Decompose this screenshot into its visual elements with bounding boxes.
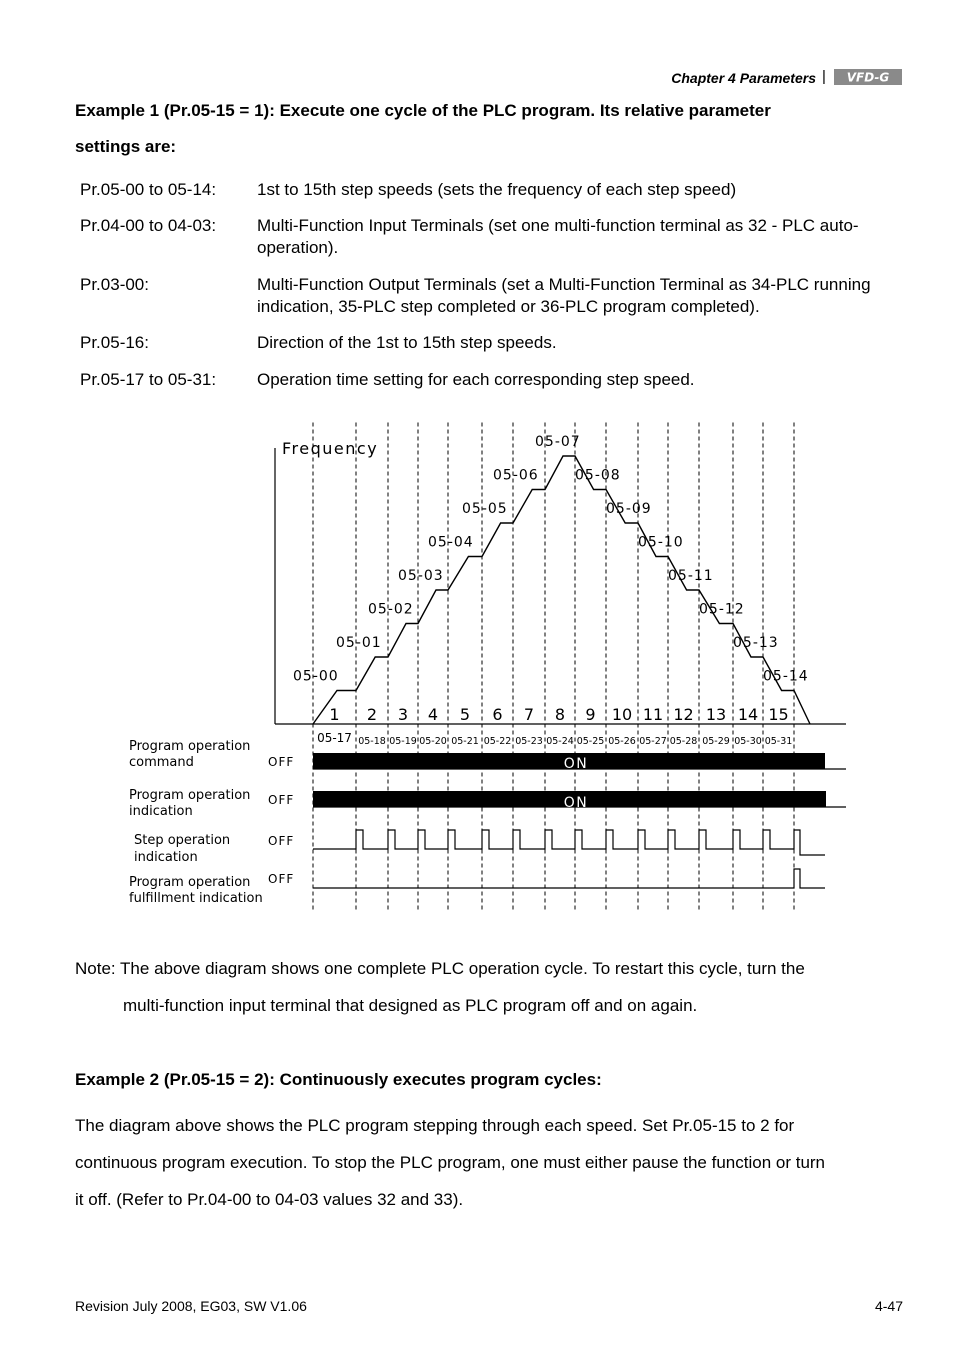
time-param-label: 05-30: [734, 736, 762, 747]
off-label: OFF: [268, 834, 295, 848]
step-number-label: 15: [768, 705, 789, 724]
note-line1: Note: The above diagram shows one complete PLC operation cycle. To restart this cycle, turn the: [75, 959, 805, 978]
signal-label: Program operation: [129, 788, 251, 803]
signal-label: Program operation: [129, 739, 251, 754]
step-speed-param-label: 05-04: [428, 534, 474, 551]
step-speed-param-label: 05-00: [293, 668, 339, 685]
param-label: Pr.03-00:: [80, 275, 149, 294]
example1-title-line2: settings are:: [75, 137, 177, 156]
time-param-label: 05-28: [669, 736, 698, 747]
on-label: ON: [563, 795, 589, 811]
step-speed-param-label: 05-07: [535, 434, 581, 450]
step-number-label: 1: [329, 705, 340, 724]
time-param-label: 05-17: [317, 731, 352, 745]
param-label: Pr.05-16:: [80, 333, 149, 352]
note-line2: multi-function input terminal that designed as PLC program off and on again.: [123, 996, 698, 1015]
step-speed-param-label: 05-03: [398, 568, 444, 584]
param-desc: 1st to 15th step speeds (sets the frequency of each step speed): [257, 180, 737, 199]
signal-label: Program operation: [129, 875, 251, 890]
param-label: Pr.05-00 to 05-14:: [80, 180, 217, 199]
plc-timing-diagram: [0, 420, 954, 920]
step-speed-param-label: 05-08: [575, 467, 621, 484]
param-label: Pr.05-17 to 05-31:: [80, 370, 217, 389]
step-speed-param-label: 05-02: [368, 601, 414, 618]
time-param-label: 05-26: [608, 736, 636, 747]
step-number-label: 6: [492, 705, 503, 724]
time-param-label: 05-23: [515, 736, 543, 747]
time-param-label: 05-21: [451, 736, 479, 747]
signal-label: command: [129, 755, 194, 770]
footer-page-number: 4-47: [874, 1298, 903, 1314]
time-param-label: 05-29: [702, 736, 730, 747]
signal-label: fulfillment indication: [129, 891, 263, 906]
header-separator: |: [822, 68, 826, 85]
param-desc: Operation time setting for each corresponding step speed.: [257, 370, 695, 389]
example2-line1: The diagram above shows the PLC program stepping through each speed. Set Pr.05-15 to 2 for: [75, 1116, 795, 1135]
step-number-label: 4: [427, 705, 439, 724]
step-speed-param-label: 05-05: [462, 501, 508, 517]
on-label: ON: [563, 756, 589, 772]
step-number-label: 2: [366, 705, 378, 724]
step-speed-param-label: 05-10: [638, 534, 684, 551]
step-number-label: 5: [459, 705, 471, 724]
param-desc: Multi-Function Input Terminals (set one multi-function terminal as 32 - PLC auto-operation).: [257, 216, 859, 257]
step-number-label: 10: [611, 705, 633, 724]
off-label: OFF: [268, 872, 295, 886]
time-param-label: 05-19: [389, 736, 417, 747]
off-label: OFF: [268, 793, 295, 807]
time-param-label: 05-22: [483, 736, 512, 747]
time-param-label: 05-24: [546, 736, 574, 747]
step-operation-indication-signal: [313, 830, 825, 855]
fulfillment-indication-signal: [313, 869, 825, 888]
frequency-axis-label: Frequency: [282, 439, 379, 458]
param-desc: Multi-Function Output Terminals (set a Multi-Function Terminal as 34-PLC running indication, 35-PLC step completed or 36-PLC program completed).: [257, 275, 871, 316]
step-number-label: 12: [673, 705, 694, 724]
step-speed-param-label: 05-13: [733, 635, 779, 651]
step-number-label: 8: [554, 705, 566, 724]
example2-line3: it off. (Refer to Pr.04-00 to 04-03 values 32 and 33).: [75, 1190, 464, 1209]
step-number-label: 13: [705, 705, 727, 724]
step-number-label: 9: [585, 705, 596, 724]
step-speed-param-label: 05-06: [493, 467, 539, 484]
vfd-g-logo: [834, 69, 902, 85]
example1-title-line1: Example 1 (Pr.05-15 = 1): Execute one cycle of the PLC program. Its relative parameter: [75, 101, 771, 120]
step-number-label: 7: [523, 705, 535, 724]
param-label: Pr.04-00 to 04-03:: [80, 216, 217, 235]
off-label: OFF: [268, 755, 295, 769]
param-desc: Direction of the 1st to 15th step speeds.: [257, 333, 557, 352]
step-number-label: 11: [642, 705, 664, 724]
step-speed-param-label: 05-14: [763, 668, 809, 685]
step-speed-param-label: 05-12: [699, 601, 745, 618]
logo-text: VFD-G: [846, 70, 890, 85]
chapter-header: Chapter 4 Parameters: [671, 70, 816, 86]
time-param-label: 05-25: [576, 736, 605, 747]
example2-line2: continuous program execution. To stop the PLC program, one must either pause the function or turn: [75, 1153, 826, 1172]
step-speed-param-label: 05-01: [336, 635, 382, 651]
footer-revision: Revision July 2008, EG03, SW V1.06: [75, 1298, 307, 1314]
step-speed-param-label: 05-11: [668, 568, 714, 584]
time-param-label: 05-20: [419, 736, 447, 747]
time-param-label: 05-27: [639, 736, 667, 747]
signal-label: Step operation: [134, 833, 231, 848]
time-param-label: 05-18: [358, 736, 386, 747]
time-param-label: 05-31: [764, 736, 793, 747]
signal-label: indication: [129, 804, 193, 819]
step-number-label: 14: [737, 705, 759, 724]
signal-label: indication: [134, 850, 198, 865]
step-speed-param-label: 05-09: [606, 501, 652, 517]
example2-title: Example 2 (Pr.05-15 = 2): Continuously executes program cycles:: [75, 1070, 602, 1089]
step-number-label: 3: [397, 705, 409, 724]
